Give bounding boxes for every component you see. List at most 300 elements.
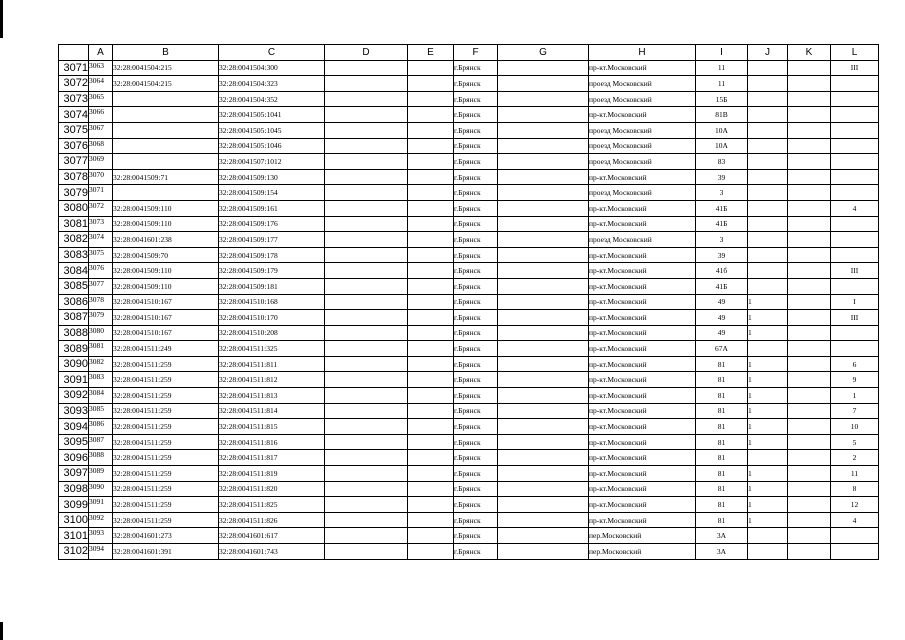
cell-l[interactable] xyxy=(831,232,879,248)
cell-g[interactable] xyxy=(498,76,589,92)
cell-b[interactable]: 32:28:0041509:110 xyxy=(113,216,219,232)
cell-l[interactable] xyxy=(831,528,879,544)
cell-f[interactable]: г.Брянск xyxy=(454,216,498,232)
cell-e[interactable] xyxy=(408,419,454,435)
cell-l[interactable]: I xyxy=(831,294,879,310)
cell-d[interactable] xyxy=(325,263,408,279)
cell-i[interactable]: 3 xyxy=(696,185,748,201)
row-number[interactable]: 3082 xyxy=(59,232,89,248)
cell-b[interactable] xyxy=(113,91,219,107)
cell-c[interactable]: 32:28:0041504:300 xyxy=(219,60,325,76)
cell-h[interactable]: пр-кт.Московский xyxy=(589,278,696,294)
cell-k[interactable] xyxy=(788,450,831,466)
cell-a[interactable]: 3078 xyxy=(89,294,113,310)
cell-h[interactable]: пер.Московский xyxy=(589,528,696,544)
cell-l[interactable]: 8 xyxy=(831,481,879,497)
row-number[interactable]: 3098 xyxy=(59,481,89,497)
cell-j[interactable] xyxy=(748,107,788,123)
cell-d[interactable] xyxy=(325,247,408,263)
cell-j[interactable]: 1 xyxy=(748,434,788,450)
cell-g[interactable] xyxy=(498,263,589,279)
column-header-b[interactable]: B xyxy=(113,45,219,61)
cell-j[interactable]: 1 xyxy=(748,372,788,388)
cell-d[interactable] xyxy=(325,154,408,170)
cell-b[interactable] xyxy=(113,185,219,201)
row-number[interactable]: 3093 xyxy=(59,403,89,419)
cell-a[interactable]: 3068 xyxy=(89,138,113,154)
row-number[interactable]: 3079 xyxy=(59,185,89,201)
cell-h[interactable]: проезд Московский xyxy=(589,76,696,92)
cell-a[interactable]: 3073 xyxy=(89,216,113,232)
cell-l[interactable]: 9 xyxy=(831,372,879,388)
cell-b[interactable]: 32:28:0041511:259 xyxy=(113,466,219,482)
cell-k[interactable] xyxy=(788,356,831,372)
cell-f[interactable]: г.Брянск xyxy=(454,154,498,170)
row-number[interactable]: 3084 xyxy=(59,263,89,279)
cell-l[interactable]: 12 xyxy=(831,497,879,513)
cell-b[interactable]: 32:28:0041511:259 xyxy=(113,512,219,528)
cell-g[interactable] xyxy=(498,310,589,326)
cell-a[interactable]: 3093 xyxy=(89,528,113,544)
cell-h[interactable]: пр-кт.Московский xyxy=(589,434,696,450)
cell-f[interactable]: г.Брянск xyxy=(454,185,498,201)
cell-h[interactable]: проезд Московский xyxy=(589,185,696,201)
cell-f[interactable]: г.Брянск xyxy=(454,497,498,513)
row-number[interactable]: 3091 xyxy=(59,372,89,388)
cell-h[interactable]: пер.Московский xyxy=(589,544,696,560)
cell-c[interactable]: 32:28:0041511:825 xyxy=(219,497,325,513)
cell-a[interactable]: 3071 xyxy=(89,185,113,201)
cell-a[interactable]: 3063 xyxy=(89,60,113,76)
cell-f[interactable]: г.Брянск xyxy=(454,419,498,435)
cell-b[interactable]: 32:28:0041511:259 xyxy=(113,388,219,404)
cell-l[interactable]: 11 xyxy=(831,466,879,482)
cell-g[interactable] xyxy=(498,419,589,435)
cell-i[interactable]: 41Б xyxy=(696,278,748,294)
cell-c[interactable]: 32:28:0041510:168 xyxy=(219,294,325,310)
cell-b[interactable] xyxy=(113,122,219,138)
cell-c[interactable]: 32:28:0041511:811 xyxy=(219,356,325,372)
cell-b[interactable] xyxy=(113,138,219,154)
row-number[interactable]: 3072 xyxy=(59,76,89,92)
cell-l[interactable] xyxy=(831,122,879,138)
cell-i[interactable]: 81 xyxy=(696,450,748,466)
cell-j[interactable] xyxy=(748,232,788,248)
cell-b[interactable]: 32:28:0041601:391 xyxy=(113,544,219,560)
cell-k[interactable] xyxy=(788,107,831,123)
row-number[interactable]: 3101 xyxy=(59,528,89,544)
cell-l[interactable] xyxy=(831,216,879,232)
cell-e[interactable] xyxy=(408,450,454,466)
cell-d[interactable] xyxy=(325,122,408,138)
cell-f[interactable]: г.Брянск xyxy=(454,247,498,263)
cell-c[interactable]: 32:28:0041511:812 xyxy=(219,372,325,388)
cell-g[interactable] xyxy=(498,512,589,528)
cell-g[interactable] xyxy=(498,403,589,419)
cell-g[interactable] xyxy=(498,91,589,107)
row-number[interactable]: 3089 xyxy=(59,341,89,357)
cell-i[interactable]: 10А xyxy=(696,138,748,154)
row-number[interactable]: 3075 xyxy=(59,122,89,138)
cell-b[interactable]: 32:28:0041601:273 xyxy=(113,528,219,544)
cell-i[interactable]: 81 xyxy=(696,372,748,388)
cell-j[interactable] xyxy=(748,263,788,279)
cell-k[interactable] xyxy=(788,216,831,232)
cell-b[interactable]: 32:28:0041511:259 xyxy=(113,372,219,388)
cell-h[interactable]: пр-кт.Московский xyxy=(589,512,696,528)
cell-d[interactable] xyxy=(325,138,408,154)
cell-c[interactable]: 32:28:0041510:170 xyxy=(219,310,325,326)
cell-k[interactable] xyxy=(788,185,831,201)
cell-c[interactable]: 32:28:0041511:816 xyxy=(219,434,325,450)
cell-j[interactable]: 1 xyxy=(748,419,788,435)
cell-a[interactable]: 3090 xyxy=(89,481,113,497)
cell-b[interactable]: 32:28:0041510:167 xyxy=(113,325,219,341)
cell-j[interactable]: 1 xyxy=(748,497,788,513)
cell-d[interactable] xyxy=(325,76,408,92)
cell-k[interactable] xyxy=(788,122,831,138)
cell-c[interactable]: 32:28:0041511:325 xyxy=(219,341,325,357)
cell-i[interactable]: 49 xyxy=(696,294,748,310)
cell-a[interactable]: 3086 xyxy=(89,419,113,435)
cell-b[interactable] xyxy=(113,154,219,170)
cell-k[interactable] xyxy=(788,232,831,248)
cell-h[interactable]: пр-кт.Московский xyxy=(589,481,696,497)
cell-f[interactable]: г.Брянск xyxy=(454,434,498,450)
column-header-a[interactable]: A xyxy=(89,45,113,61)
cell-i[interactable]: 81 xyxy=(696,481,748,497)
cell-i[interactable]: 3А xyxy=(696,544,748,560)
cell-k[interactable] xyxy=(788,60,831,76)
cell-c[interactable]: 32:28:0041504:352 xyxy=(219,91,325,107)
cell-h[interactable]: пр-кт.Московский xyxy=(589,325,696,341)
cell-j[interactable]: 1 xyxy=(748,481,788,497)
cell-e[interactable] xyxy=(408,372,454,388)
cell-j[interactable]: 1 xyxy=(748,466,788,482)
cell-l[interactable]: III xyxy=(831,263,879,279)
cell-a[interactable]: 3066 xyxy=(89,107,113,123)
cell-k[interactable] xyxy=(788,169,831,185)
cell-d[interactable] xyxy=(325,341,408,357)
cell-c[interactable]: 32:28:0041511:826 xyxy=(219,512,325,528)
cell-l[interactable] xyxy=(831,544,879,560)
cell-c[interactable]: 32:28:0041510:208 xyxy=(219,325,325,341)
cell-f[interactable]: г.Брянск xyxy=(454,356,498,372)
row-number[interactable]: 3088 xyxy=(59,325,89,341)
cell-j[interactable] xyxy=(748,528,788,544)
cell-h[interactable]: пр-кт.Московский xyxy=(589,107,696,123)
cell-f[interactable]: г.Брянск xyxy=(454,310,498,326)
cell-c[interactable]: 32:28:0041505:1045 xyxy=(219,122,325,138)
cell-g[interactable] xyxy=(498,388,589,404)
cell-b[interactable]: 32:28:0041510:167 xyxy=(113,310,219,326)
cell-b[interactable]: 32:28:0041504:215 xyxy=(113,60,219,76)
cell-a[interactable]: 3081 xyxy=(89,341,113,357)
column-header-i[interactable]: I xyxy=(696,45,748,61)
cell-i[interactable]: 81 xyxy=(696,403,748,419)
row-number[interactable]: 3086 xyxy=(59,294,89,310)
cell-l[interactable] xyxy=(831,341,879,357)
cell-a[interactable]: 3075 xyxy=(89,247,113,263)
cell-k[interactable] xyxy=(788,528,831,544)
cell-i[interactable]: 41Б xyxy=(696,216,748,232)
column-header-g[interactable]: G xyxy=(498,45,589,61)
cell-a[interactable]: 3089 xyxy=(89,466,113,482)
cell-d[interactable] xyxy=(325,544,408,560)
column-header-j[interactable]: J xyxy=(748,45,788,61)
cell-g[interactable] xyxy=(498,544,589,560)
cell-f[interactable]: г.Брянск xyxy=(454,372,498,388)
row-number[interactable]: 3076 xyxy=(59,138,89,154)
cell-c[interactable]: 32:28:0041509:154 xyxy=(219,185,325,201)
cell-b[interactable]: 32:28:0041511:249 xyxy=(113,341,219,357)
cell-e[interactable] xyxy=(408,403,454,419)
cell-c[interactable]: 32:28:0041509:177 xyxy=(219,232,325,248)
cell-g[interactable] xyxy=(498,200,589,216)
cell-l[interactable] xyxy=(831,278,879,294)
cell-h[interactable]: пр-кт.Московский xyxy=(589,200,696,216)
cell-b[interactable]: 32:28:0041511:259 xyxy=(113,356,219,372)
cell-b[interactable]: 32:28:0041601:238 xyxy=(113,232,219,248)
cell-g[interactable] xyxy=(498,216,589,232)
cell-g[interactable] xyxy=(498,154,589,170)
cell-h[interactable]: пр-кт.Московский xyxy=(589,247,696,263)
cell-c[interactable]: 32:28:0041511:820 xyxy=(219,481,325,497)
cell-g[interactable] xyxy=(498,60,589,76)
cell-g[interactable] xyxy=(498,138,589,154)
cell-e[interactable] xyxy=(408,341,454,357)
cell-k[interactable] xyxy=(788,247,831,263)
cell-e[interactable] xyxy=(408,481,454,497)
row-number[interactable]: 3071 xyxy=(59,60,89,76)
cell-d[interactable] xyxy=(325,512,408,528)
cell-l[interactable]: III xyxy=(831,60,879,76)
cell-f[interactable]: г.Брянск xyxy=(454,76,498,92)
cell-c[interactable]: 32:28:0041509:130 xyxy=(219,169,325,185)
column-header-f[interactable]: F xyxy=(454,45,498,61)
cell-j[interactable] xyxy=(748,278,788,294)
cell-j[interactable] xyxy=(748,216,788,232)
cell-e[interactable] xyxy=(408,216,454,232)
cell-g[interactable] xyxy=(498,294,589,310)
cell-h[interactable]: пр-кт.Московский xyxy=(589,419,696,435)
row-number[interactable]: 3074 xyxy=(59,107,89,123)
cell-a[interactable]: 3064 xyxy=(89,76,113,92)
cell-j[interactable]: 1 xyxy=(748,294,788,310)
cell-c[interactable]: 32:28:0041601:743 xyxy=(219,544,325,560)
cell-h[interactable]: пр-кт.Московский xyxy=(589,310,696,326)
cell-j[interactable] xyxy=(748,60,788,76)
cell-b[interactable]: 32:28:0041509:110 xyxy=(113,278,219,294)
cell-c[interactable]: 32:28:0041509:161 xyxy=(219,200,325,216)
cell-b[interactable]: 32:28:0041509:110 xyxy=(113,263,219,279)
cell-f[interactable]: г.Брянск xyxy=(454,294,498,310)
cell-k[interactable] xyxy=(788,154,831,170)
column-header-l[interactable]: L xyxy=(831,45,879,61)
cell-b[interactable]: 32:28:0041510:167 xyxy=(113,294,219,310)
cell-c[interactable]: 32:28:0041511:815 xyxy=(219,419,325,435)
cell-d[interactable] xyxy=(325,450,408,466)
cell-f[interactable]: г.Брянск xyxy=(454,481,498,497)
cell-d[interactable] xyxy=(325,419,408,435)
cell-i[interactable]: 49 xyxy=(696,310,748,326)
cell-a[interactable]: 3092 xyxy=(89,512,113,528)
cell-a[interactable]: 3072 xyxy=(89,200,113,216)
cell-d[interactable] xyxy=(325,232,408,248)
cell-k[interactable] xyxy=(788,294,831,310)
cell-f[interactable]: г.Брянск xyxy=(454,169,498,185)
cell-i[interactable]: 11 xyxy=(696,76,748,92)
cell-k[interactable] xyxy=(788,263,831,279)
row-number[interactable]: 3095 xyxy=(59,434,89,450)
cell-f[interactable]: г.Брянск xyxy=(454,512,498,528)
cell-i[interactable]: 49 xyxy=(696,325,748,341)
cell-h[interactable]: пр-кт.Московский xyxy=(589,372,696,388)
row-number[interactable]: 3102 xyxy=(59,544,89,560)
cell-i[interactable]: 81 xyxy=(696,356,748,372)
cell-a[interactable]: 3083 xyxy=(89,372,113,388)
cell-e[interactable] xyxy=(408,263,454,279)
cell-f[interactable]: г.Брянск xyxy=(454,122,498,138)
row-number[interactable]: 3094 xyxy=(59,419,89,435)
cell-h[interactable]: пр-кт.Московский xyxy=(589,450,696,466)
cell-l[interactable]: 4 xyxy=(831,200,879,216)
cell-d[interactable] xyxy=(325,325,408,341)
cell-j[interactable] xyxy=(748,200,788,216)
cell-j[interactable] xyxy=(748,154,788,170)
cell-e[interactable] xyxy=(408,169,454,185)
row-number[interactable]: 3073 xyxy=(59,91,89,107)
cell-a[interactable]: 3079 xyxy=(89,310,113,326)
cell-g[interactable] xyxy=(498,434,589,450)
cell-a[interactable]: 3084 xyxy=(89,388,113,404)
cell-h[interactable]: пр-кт.Московский xyxy=(589,497,696,513)
cell-e[interactable] xyxy=(408,247,454,263)
cell-e[interactable] xyxy=(408,154,454,170)
row-number[interactable]: 3092 xyxy=(59,388,89,404)
cell-e[interactable] xyxy=(408,60,454,76)
cell-h[interactable]: пр-кт.Московский xyxy=(589,388,696,404)
cell-h[interactable]: проезд Московский xyxy=(589,138,696,154)
column-header-e[interactable]: E xyxy=(408,45,454,61)
cell-b[interactable]: 32:28:0041509:70 xyxy=(113,247,219,263)
cell-b[interactable]: 32:28:0041511:259 xyxy=(113,419,219,435)
cell-f[interactable]: г.Брянск xyxy=(454,200,498,216)
cell-e[interactable] xyxy=(408,294,454,310)
cell-c[interactable]: 32:28:0041509:179 xyxy=(219,263,325,279)
column-header-k[interactable]: K xyxy=(788,45,831,61)
cell-l[interactable]: 7 xyxy=(831,403,879,419)
cell-j[interactable] xyxy=(748,247,788,263)
cell-d[interactable] xyxy=(325,60,408,76)
cell-a[interactable]: 3074 xyxy=(89,232,113,248)
cell-d[interactable] xyxy=(325,294,408,310)
cell-e[interactable] xyxy=(408,232,454,248)
cell-j[interactable] xyxy=(748,341,788,357)
cell-h[interactable]: пр-кт.Московский xyxy=(589,169,696,185)
cell-h[interactable]: пр-кт.Московский xyxy=(589,466,696,482)
cell-a[interactable]: 3088 xyxy=(89,450,113,466)
cell-i[interactable]: 83 xyxy=(696,154,748,170)
cell-c[interactable]: 32:28:0041511:817 xyxy=(219,450,325,466)
cell-d[interactable] xyxy=(325,216,408,232)
column-header-d[interactable]: D xyxy=(325,45,408,61)
cell-l[interactable]: 2 xyxy=(831,450,879,466)
cell-d[interactable] xyxy=(325,91,408,107)
cell-k[interactable] xyxy=(788,481,831,497)
cell-j[interactable] xyxy=(748,185,788,201)
cell-f[interactable]: г.Брянск xyxy=(454,544,498,560)
cell-d[interactable] xyxy=(325,107,408,123)
cell-a[interactable]: 3080 xyxy=(89,325,113,341)
row-number[interactable]: 3077 xyxy=(59,154,89,170)
cell-b[interactable]: 32:28:0041509:110 xyxy=(113,200,219,216)
cell-a[interactable]: 3085 xyxy=(89,403,113,419)
cell-d[interactable] xyxy=(325,528,408,544)
cell-a[interactable]: 3077 xyxy=(89,278,113,294)
cell-i[interactable]: 41Б xyxy=(696,200,748,216)
row-number[interactable]: 3080 xyxy=(59,200,89,216)
cell-j[interactable]: 1 xyxy=(748,512,788,528)
cell-i[interactable]: 67А xyxy=(696,341,748,357)
cell-l[interactable]: 4 xyxy=(831,512,879,528)
cell-g[interactable] xyxy=(498,372,589,388)
cell-c[interactable]: 32:28:0041507:1012 xyxy=(219,154,325,170)
cell-e[interactable] xyxy=(408,107,454,123)
cell-j[interactable]: 1 xyxy=(748,310,788,326)
cell-c[interactable]: 32:28:0041509:176 xyxy=(219,216,325,232)
cell-l[interactable]: 5 xyxy=(831,434,879,450)
column-header-c[interactable]: C xyxy=(219,45,325,61)
cell-g[interactable] xyxy=(498,341,589,357)
cell-j[interactable] xyxy=(748,76,788,92)
cell-j[interactable] xyxy=(748,138,788,154)
cell-f[interactable]: г.Брянск xyxy=(454,107,498,123)
cell-k[interactable] xyxy=(788,76,831,92)
cell-c[interactable]: 32:28:0041509:178 xyxy=(219,247,325,263)
cell-e[interactable] xyxy=(408,138,454,154)
cell-g[interactable] xyxy=(498,185,589,201)
cell-b[interactable]: 32:28:0041511:259 xyxy=(113,481,219,497)
row-number[interactable]: 3099 xyxy=(59,497,89,513)
cell-a[interactable]: 3082 xyxy=(89,356,113,372)
cell-b[interactable]: 32:28:0041511:259 xyxy=(113,434,219,450)
cell-a[interactable]: 3065 xyxy=(89,91,113,107)
cell-b[interactable]: 32:28:0041511:259 xyxy=(113,497,219,513)
cell-f[interactable]: г.Брянск xyxy=(454,466,498,482)
cell-h[interactable]: проезд Московский xyxy=(589,122,696,138)
cell-e[interactable] xyxy=(408,200,454,216)
cell-e[interactable] xyxy=(408,388,454,404)
cell-c[interactable]: 32:28:0041601:617 xyxy=(219,528,325,544)
column-header-h[interactable]: H xyxy=(589,45,696,61)
cell-g[interactable] xyxy=(498,481,589,497)
cell-i[interactable]: 81В xyxy=(696,107,748,123)
cell-k[interactable] xyxy=(788,544,831,560)
cell-j[interactable]: 1 xyxy=(748,325,788,341)
cell-i[interactable]: 10А xyxy=(696,122,748,138)
cell-k[interactable] xyxy=(788,512,831,528)
cell-e[interactable] xyxy=(408,76,454,92)
cell-i[interactable]: 3 xyxy=(696,232,748,248)
cell-f[interactable]: г.Брянск xyxy=(454,325,498,341)
row-number[interactable]: 3096 xyxy=(59,450,89,466)
cell-d[interactable] xyxy=(325,310,408,326)
cell-d[interactable] xyxy=(325,434,408,450)
cell-g[interactable] xyxy=(498,278,589,294)
cell-l[interactable] xyxy=(831,107,879,123)
cell-h[interactable]: пр-кт.Московский xyxy=(589,356,696,372)
